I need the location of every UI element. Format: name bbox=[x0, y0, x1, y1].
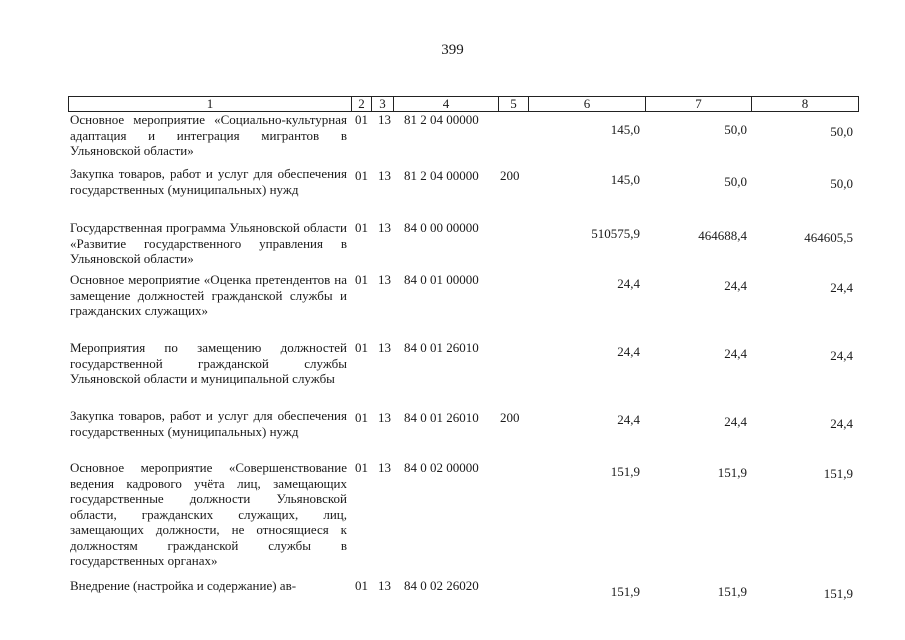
header-col-1: 1 bbox=[69, 96, 352, 112]
table-header bbox=[68, 96, 859, 112]
row-section: 01 bbox=[355, 168, 368, 183]
row-subsection: 13 bbox=[378, 220, 391, 235]
row-value-6: 145,0 bbox=[610, 172, 640, 187]
row-section: 01 bbox=[355, 460, 368, 475]
row-value-7: 24,4 bbox=[724, 414, 747, 429]
row-description: Закупка товаров, работ и услуг для обеспечения государственных (муниципальных) нужд bbox=[70, 166, 347, 197]
row-section: 01 bbox=[355, 340, 368, 355]
row-target-code: 84 0 01 26010 bbox=[404, 340, 479, 355]
row-value-7: 151,9 bbox=[717, 584, 747, 599]
row-subsection: 13 bbox=[378, 340, 391, 355]
header-col-7: 7 bbox=[646, 96, 752, 112]
row-section: 01 bbox=[355, 220, 368, 235]
header-col-3: 3 bbox=[372, 96, 394, 112]
row-expense-type: 200 bbox=[500, 168, 520, 183]
row-value-7: 24,4 bbox=[724, 346, 747, 361]
row-value-8: 24,4 bbox=[830, 280, 853, 295]
header-col-6: 6 bbox=[529, 96, 646, 112]
row-subsection: 13 bbox=[378, 410, 391, 425]
row-description: Основное мероприятие «Социально-культурная адаптация и интеграция мигрантов в Ульяновской области» bbox=[70, 112, 347, 158]
row-value-8: 50,0 bbox=[830, 176, 853, 191]
row-subsection: 13 bbox=[378, 272, 391, 287]
row-description: Основное мероприятие «Оценка претендентов на замещение должностей гражданской службы и гражданских служащих» bbox=[70, 272, 347, 318]
header-col-5: 5 bbox=[499, 96, 529, 112]
row-target-code: 81 2 04 00000 bbox=[404, 112, 479, 127]
row-value-8: 24,4 bbox=[830, 416, 853, 431]
row-section: 01 bbox=[355, 272, 368, 287]
row-value-7: 464688,4 bbox=[698, 228, 747, 243]
row-description: Внедрение (настройка и содержание) ав- bbox=[70, 578, 297, 593]
row-section: 01 bbox=[355, 112, 368, 127]
row-subsection: 13 bbox=[378, 112, 391, 127]
row-description: Мероприятия по замещению должностей государственной гражданской службы Ульяновской области и муниципальной службы bbox=[70, 340, 347, 386]
row-description: Государственная программа Ульяновской области «Развитие государственного управления в Ульяновской области» bbox=[70, 220, 347, 266]
row-value-7: 50,0 bbox=[724, 122, 747, 137]
row-value-8: 151,9 bbox=[823, 586, 853, 601]
row-value-8: 464605,5 bbox=[804, 230, 853, 245]
page-number: 399 bbox=[441, 42, 464, 58]
row-target-code: 81 2 04 00000 bbox=[404, 168, 479, 183]
row-value-6: 24,4 bbox=[617, 412, 640, 427]
row-subsection: 13 bbox=[378, 168, 391, 183]
row-value-7: 151,9 bbox=[717, 465, 747, 480]
row-value-6: 24,4 bbox=[617, 344, 640, 359]
row-target-code: 84 0 00 00000 bbox=[404, 220, 479, 235]
header-col-8: 8 bbox=[801, 96, 809, 111]
row-target-code: 84 0 02 26020 bbox=[404, 578, 479, 593]
row-value-6: 145,0 bbox=[610, 122, 640, 137]
row-description: Закупка товаров, работ и услуг для обеспечения государственных (муниципальных) нужд bbox=[70, 408, 347, 439]
header-col-4: 4 bbox=[394, 96, 499, 112]
row-value-6: 151,9 bbox=[610, 584, 640, 599]
row-value-6: 510575,9 bbox=[591, 226, 640, 241]
row-section: 01 bbox=[355, 410, 368, 425]
row-value-6: 24,4 bbox=[617, 276, 640, 291]
row-target-code: 84 0 02 00000 bbox=[404, 460, 479, 475]
header-col-2: 2 bbox=[352, 96, 372, 112]
row-value-8: 50,0 bbox=[830, 124, 853, 139]
row-value-6: 151,9 bbox=[610, 464, 640, 479]
row-subsection: 13 bbox=[378, 460, 391, 475]
row-description: Основное мероприятие «Совершенствование ведения кадрового учёта лиц, замещающих государственные должности Ульяновской области, гражданских служащих, лиц, замещающих должности, не относящиеся к должностям гражданской службы в государственных органах» bbox=[70, 460, 347, 568]
row-value-8: 151,9 bbox=[823, 466, 853, 481]
row-target-code: 84 0 01 26010 bbox=[404, 410, 479, 425]
row-section: 01 bbox=[355, 578, 368, 593]
row-expense-type: 200 bbox=[500, 410, 520, 425]
row-value-7: 24,4 bbox=[724, 278, 747, 293]
row-subsection: 13 bbox=[378, 578, 391, 593]
row-value-8: 24,4 bbox=[830, 348, 853, 363]
row-target-code: 84 0 01 00000 bbox=[404, 272, 479, 287]
row-value-7: 50,0 bbox=[724, 174, 747, 189]
